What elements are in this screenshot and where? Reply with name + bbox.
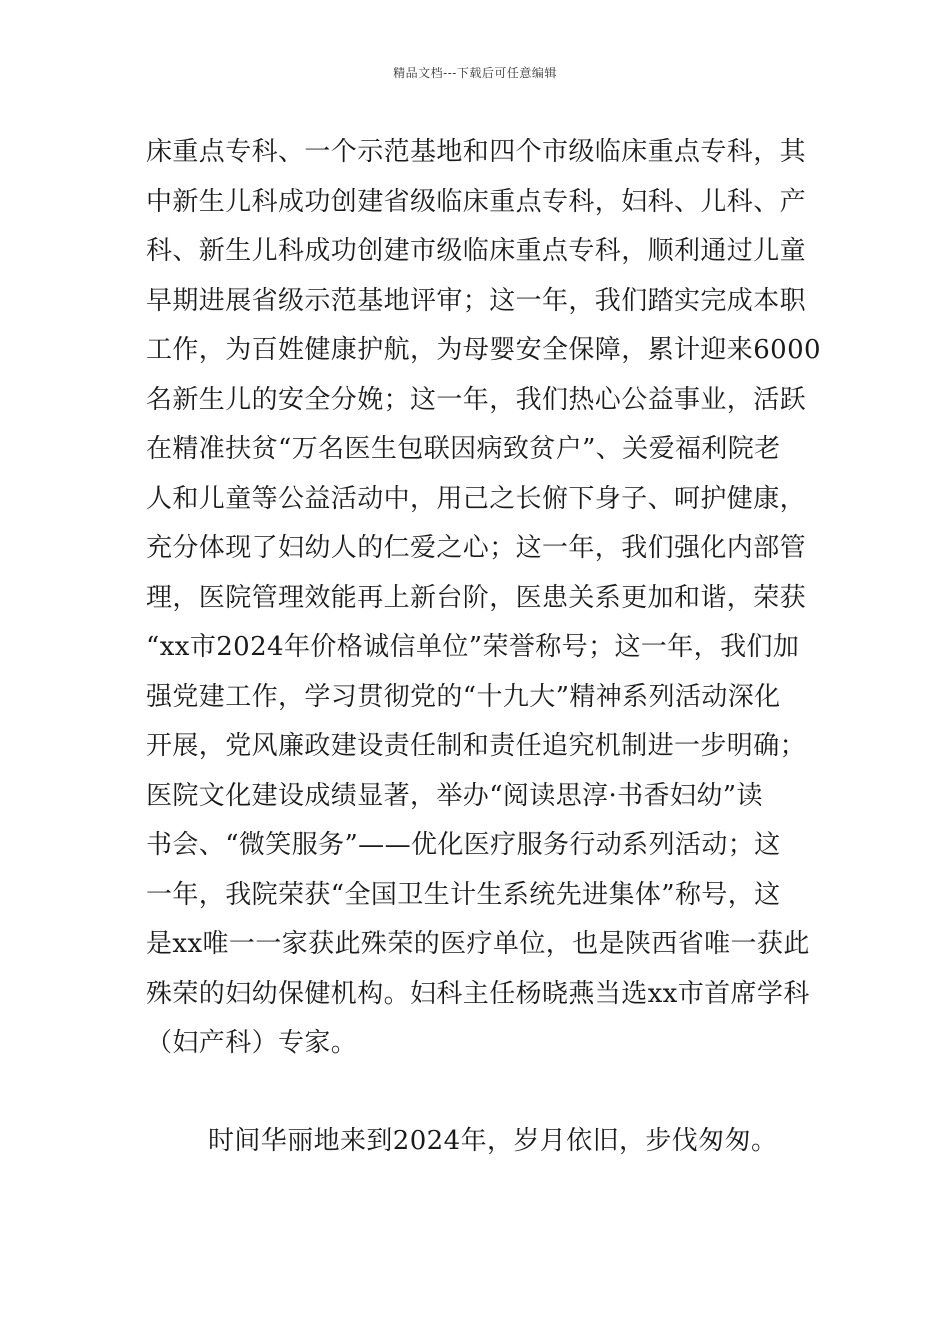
paragraph-line: 科、新生儿科成功创建市级临床重点专科，顺利通过儿童 (146, 236, 807, 266)
paragraph-line: 名新生儿的安全分娩；这一年，我们热心公益事业，活跃 (146, 384, 807, 415)
paragraph-line: 早期进展省级示范基地评审；这一年，我们踏实完成本职 (146, 285, 807, 316)
paragraph-line: 殊荣的妇幼保健机构。妇科主任杨晓燕当选xx市首席学科 (146, 978, 810, 1009)
paragraph-line: 强党建工作，学习贯彻党的“十九大”精神系列活动深化 (146, 681, 781, 712)
paragraph-line: 充分体现了妇幼人的仁爱之心；这一年，我们强化内部管 (146, 533, 807, 563)
body-paragraph (146, 128, 821, 1069)
closing-paragraph: 时间华丽地来到2024年，岁月依旧，步伐匆匆。 (208, 1126, 778, 1156)
paragraph-line: 开展，党风廉政建设责任制和责任追究机制进一步明确； (146, 731, 807, 761)
paragraph-line: （妇产科）专家。 (146, 1028, 358, 1058)
paragraph-line: 理，医院管理效能再上新台阶，医患关系更加和谐，荣获 (146, 582, 807, 613)
paragraph-line: 是xx唯一一家获此殊荣的医疗单位，也是陕西省唯一获此 (146, 929, 810, 959)
paragraph-line: “xx市2024年价格诚信单位”荣誉称号；这一年，我们加 (146, 632, 800, 662)
paragraph-line: 工作，为百姓健康护航，为母婴安全保障，累计迎来6000 (146, 335, 821, 365)
paragraph-line: 中新生儿科成功创建省级临床重点专科，妇科、儿科、产 (146, 186, 807, 217)
page-header: 精品文档---下载后可任意编辑 (393, 66, 557, 80)
paragraph-line: 书会、“微笑服务”——优化医疗服务行动系列活动；这 (146, 830, 781, 860)
paragraph-line: 人和儿童等公益活动中，用己之长俯下身子、呵护健康， (146, 483, 807, 514)
paragraph-line: 在精准扶贫“万名医生包联因病致贫户”、关爱福利院老 (146, 434, 781, 464)
paragraph-line: 床重点专科、一个示范基地和四个市级临床重点专科，其 (146, 137, 807, 167)
paragraph-line: 医院文化建设成绩显著，举办“阅读思淳·书香妇幼”读 (146, 780, 763, 811)
paragraph-line: 一年，我院荣获“全国卫生计生系统先进集体”称号，这 (146, 879, 781, 910)
